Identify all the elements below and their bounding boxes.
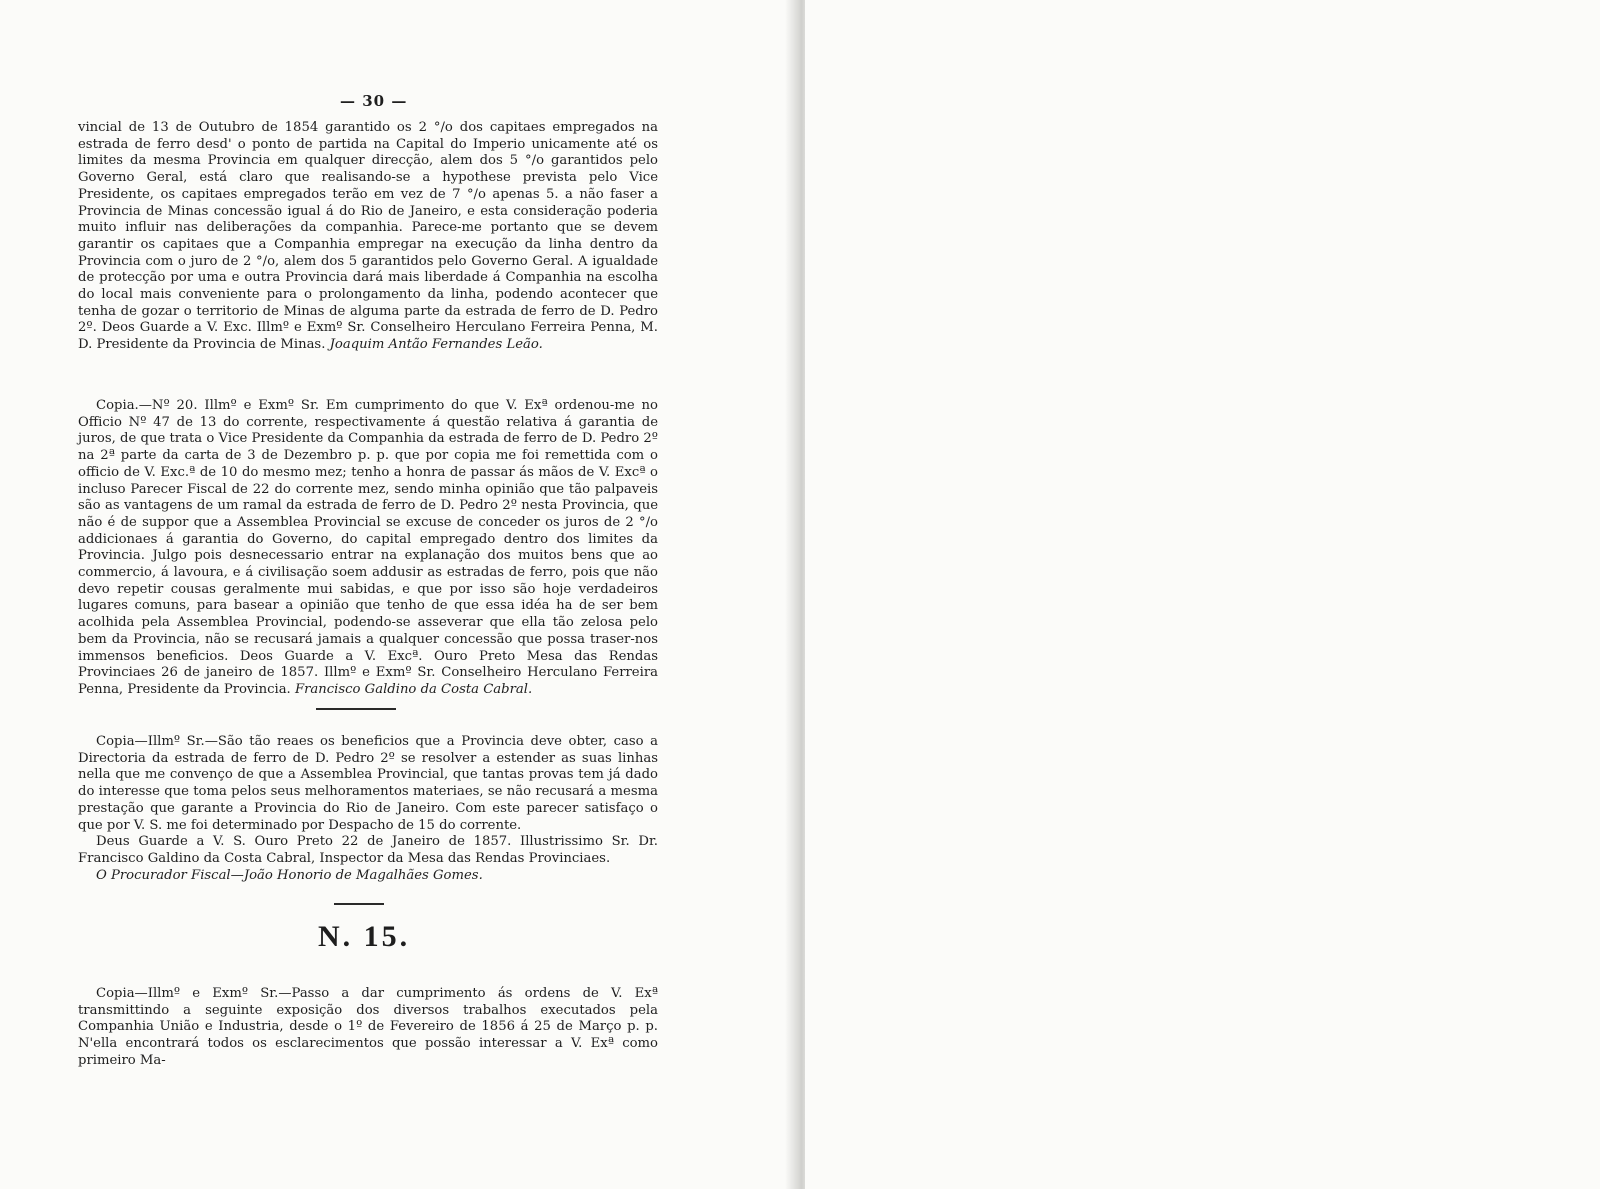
signature: Joaquim Antão Fernandes Leão. (329, 337, 543, 353)
copy-no-20 (78, 398, 658, 699)
signature: Francisco Galdino da Costa Cabral. (294, 681, 533, 697)
copy-n15 (78, 986, 658, 1070)
page-number: — 30 — (340, 92, 408, 110)
section-heading: N. 15. (318, 920, 411, 953)
paragraph-text: Copia—Illmº e Exmº Sr.—Passo a dar cumprimento ás ordens de V. Exª transmittindo a seguinte exposição dos diversos trabalhos executados pela Companhia União e Industria, desde o 1º de Fevereiro de 1856 á 25 de Março p. p. N'ella encontrará todos os esclarecimentos que possão interessar a V. Exª como primeiro Ma- (78, 986, 658, 1068)
left-page (0, 0, 795, 1189)
divider (334, 903, 384, 905)
paragraph-text: Copia.—Nº 20. Illmº e Exmº Sr. Em cumprimento do que V. Exª ordenou-me no Officio Nº 47 de 13 do corrente, respectivamente á questão relativa á garantia de juros, de que trata o Vice Presidente da Companhia da estrada de ferro de D. Pedro 2º na 2ª parte da carta de 3 de Dezembro p. p. que por copia me foi remettida com o officio de V. Exc.ª de 10 do mesmo mez; tenho a honra de passar ás mãos de V. Excª o incluso Parecer Fiscal de 22 do corrente mez, sendo minha opinião que tão palpaveis são as vantagens de um ramal da estrada de ferro de D. Pedro 2º nesta Provincia, que não é de suppor que a Assemblea Provincial se excuse de conceder os juros de 2 °/o addicionaes á garantia do Governo, do capital empregado dentro dos limites da Provincia. Julgo pois desnecessario entrar na explanação dos muitos bens que ao commercio, á lavoura, e á civilisação soem addusir as estradas de ferro, pois que não devo repetir cousas geralmente mui sabidas, e que por isso são hoje verdadeiros lugares comuns, para basear a opinião que tenho de que essa idéa ha de ser bem acolhida pela Assemblea Provincial, podendo-se asseverar que ella tão zelosa pelo bem da Provincia, não se recusará jamais a qualquer concessão que possa traser-nos immensos beneficios. Deos Guarde a V. Excª. Ouro Preto Mesa das Rendas Provinciaes 26 de janeiro de 1857. Illmº e Exmº Sr. Conselheiro Herculano Ferreira Penna, Presidente da Provincia. (78, 398, 658, 697)
signature: O Procurador Fiscal—João Honorio de Magalhães Gomes. (96, 867, 483, 883)
right-page (805, 0, 1600, 1189)
divider (316, 708, 396, 710)
paragraph-continuation (78, 120, 658, 354)
paragraph-text: Copia—Illmº Sr.—São tão reaes os beneficios que a Provincia deve obter, caso a Directoria da estrada de ferro de D. Pedro 2º se resolver a estender as suas linhas nella que me convenço de que a Assemblea Provincial, que tantas provas tem já dado do interesse que toma pelos seus melhoramentos materiaes, se não recusará a mesma prestação que garante a Provincia do Rio de Janeiro. Com este parecer satisfaço o que por V. S. me foi determinado por Despacho de 15 do corrente. (78, 734, 658, 833)
copy-procurador (78, 734, 658, 884)
paragraph-text: Deus Guarde a V. S. Ouro Preto 22 de Janeiro de 1857. Illustrissimo Sr. Dr. Francisco Galdino da Costa Cabral, Inspector da Mesa das Rendas Provinciaes. (78, 834, 658, 866)
paragraph-text: vincial de 13 de Outubro de 1854 garantido os 2 °/o dos capitaes empregados na estrada de ferro desd' o ponto de partida na Capital do Imperio unicamente até os limites da mesma Provincia em qualquer direcção, alem dos 5 °/o garantidos pelo Governo Geral, está claro que realisando-se a hypothese prevista pelo Vice Presidente, os capitaes empregados terão em vez de 7 °/o apenas 5. a não faser a Provincia de Minas concessão igual á do Rio de Janeiro, e esta consideração poderia muito influir nas deliberações da companhia. Parece-me portanto que se devem garantir os capitaes que a Companhia empregar na execução da linha dentro da Provincia com o juro de 2 °/o, alem dos 5 garantidos pelo Governo Geral. A igualdade de protecção por uma e outra Provincia dará mais liberdade á Companhia na escolha do local mais conveniente para o prolongamento da linha, podendo acontecer que tenha de gozar o territorio de Minas de alguma parte da estrada de ferro de D. Pedro 2º. Deos Guarde a V. Exc. Illmº e Exmº Sr. Conselheiro Herculano Ferreira Penna, M. D. Presidente da Provincia de Minas. (78, 120, 658, 353)
